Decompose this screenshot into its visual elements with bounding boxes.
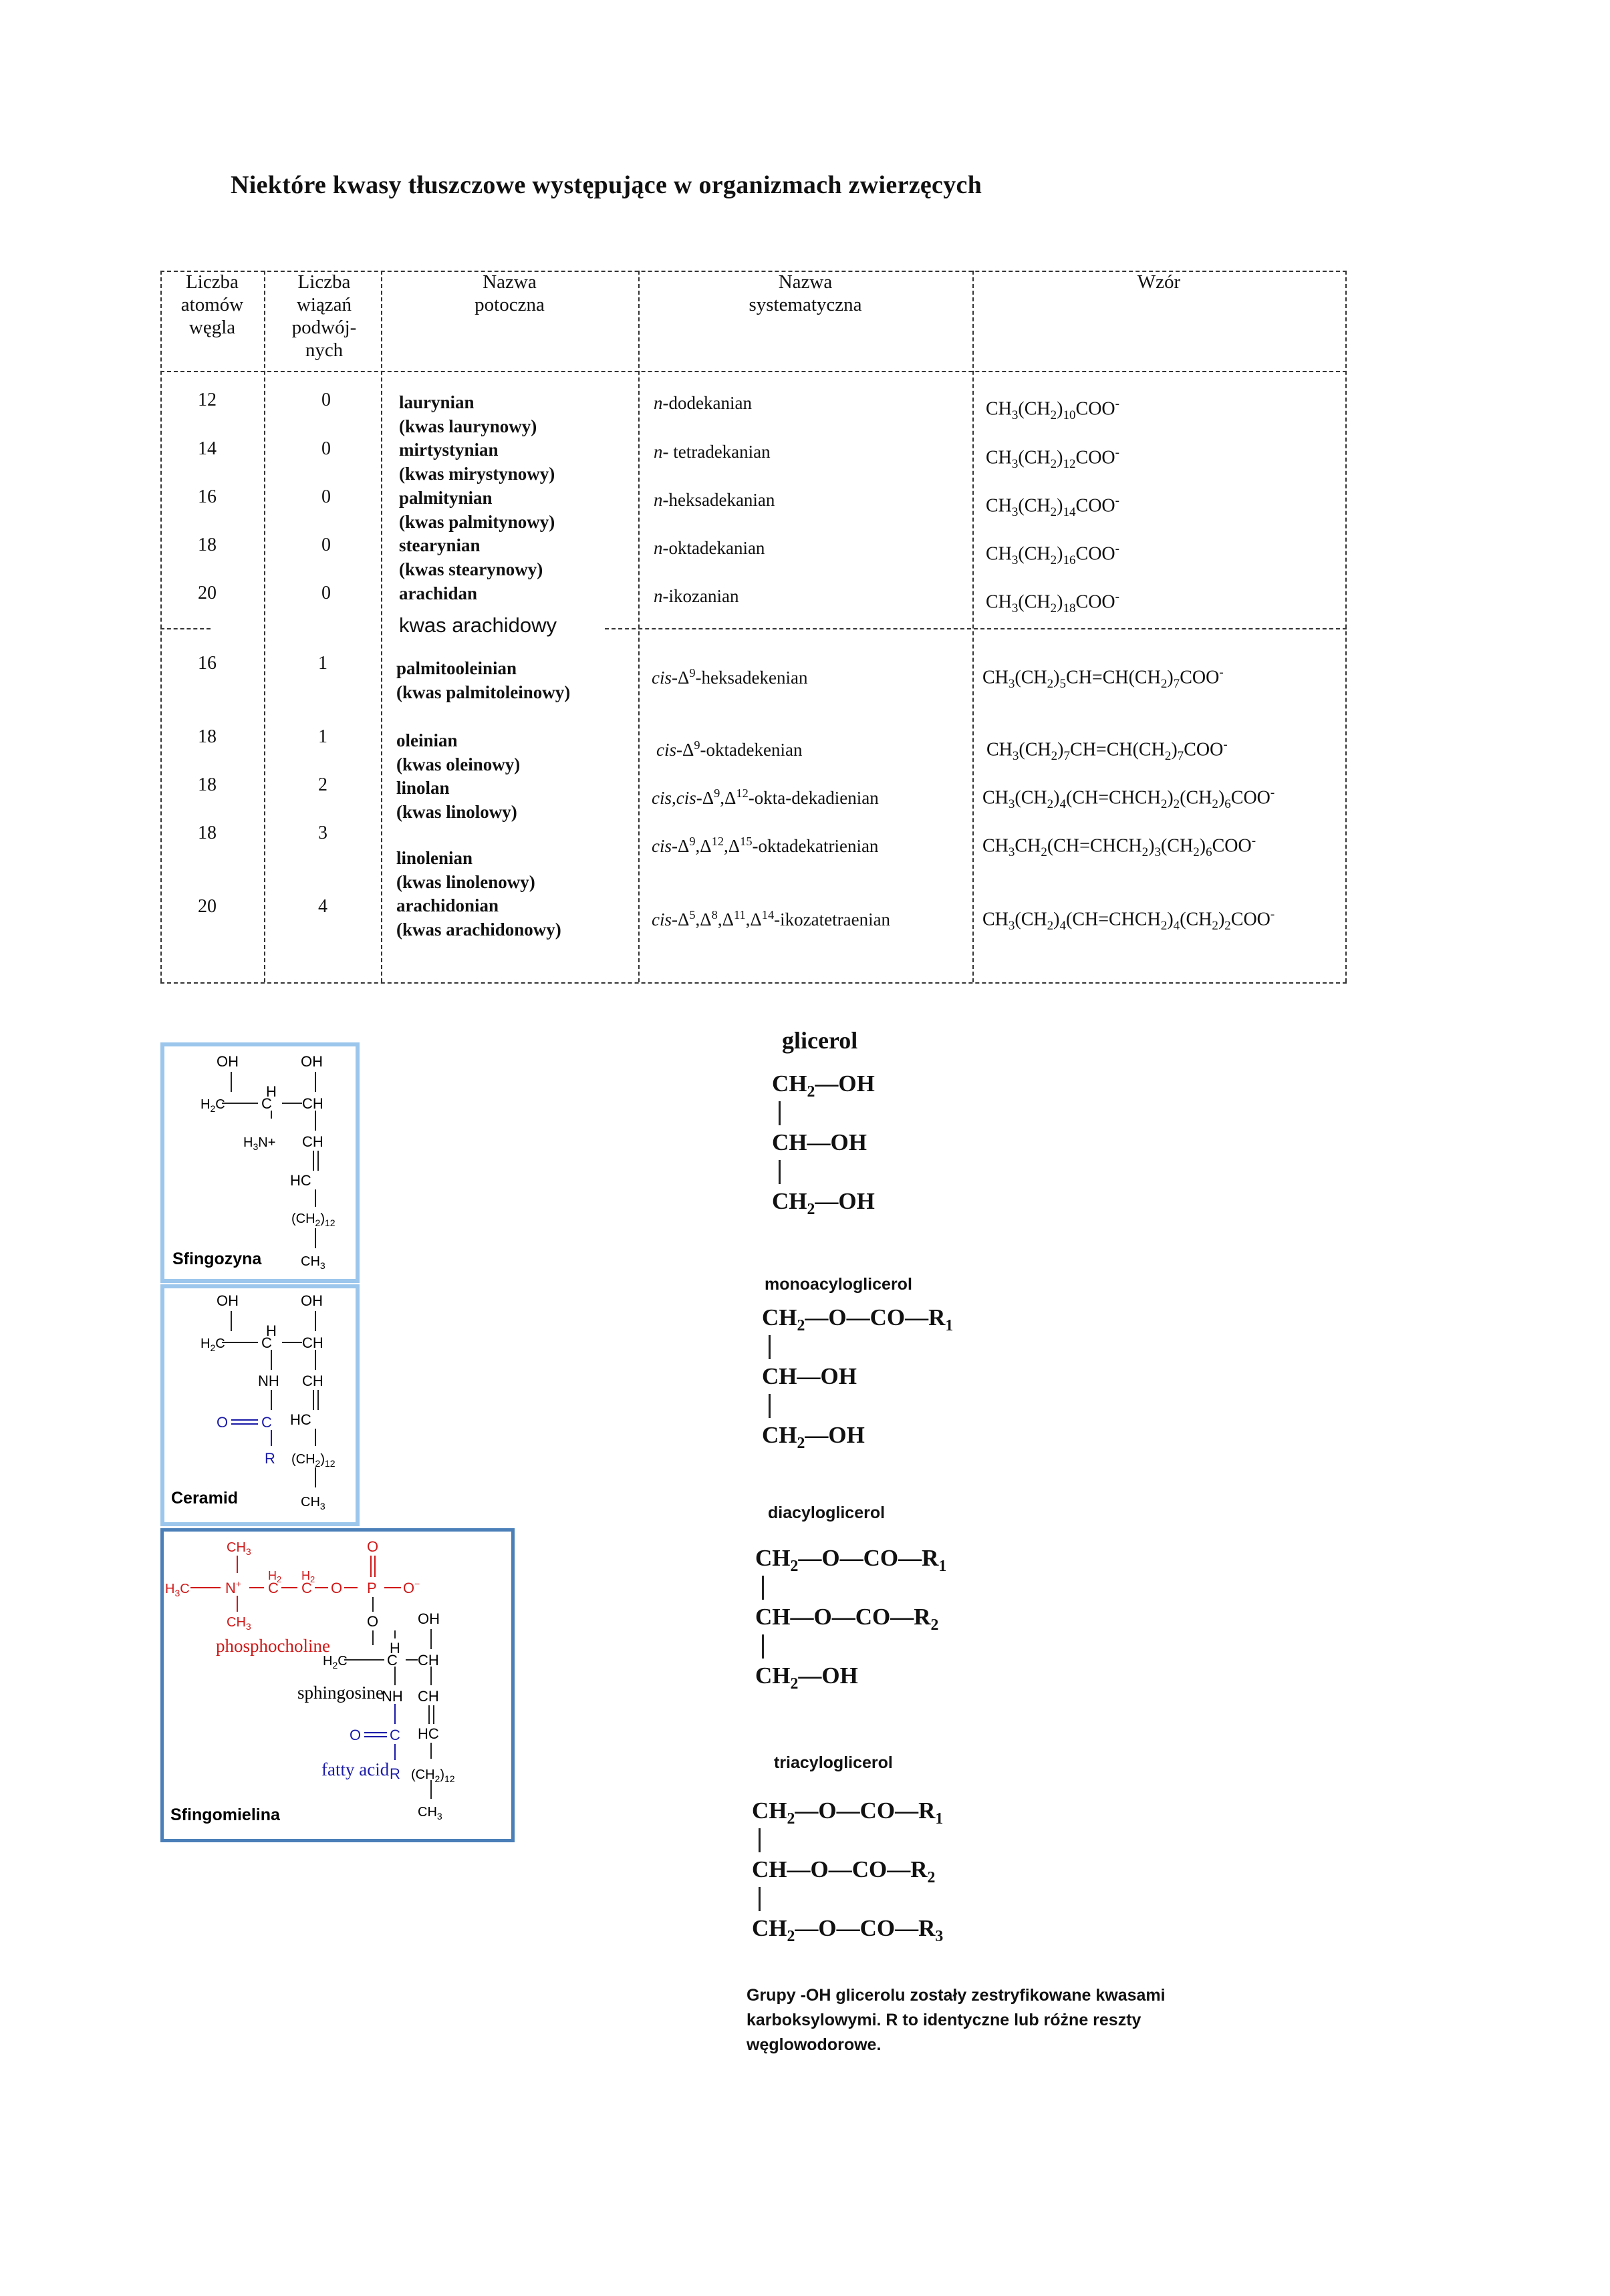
bond-line — [779, 1101, 781, 1125]
atom-label: OH — [418, 1610, 440, 1627]
cell-double-bonds: 2 — [318, 774, 327, 795]
cell-formula: $CH_3(CH_2)_{18}COO^-$ — [986, 590, 1119, 615]
cell-systematic: $cis,cis-\Delta^9,\Delta^{12}-okta$-dekadienian — [652, 786, 879, 808]
atom-label: $(CH_2)_{12}$ — [291, 1211, 336, 1228]
bond-line — [759, 1887, 761, 1911]
formula-row: $CH_2—OH$ — [772, 1070, 875, 1101]
triacylglycerol-title: triacyloglicerol — [774, 1753, 893, 1772]
cell-double-bonds: 0 — [321, 438, 331, 459]
cell-double-bonds: 0 — [321, 583, 331, 603]
atom-label: CH — [302, 1133, 323, 1150]
cell-carbons: 20 — [198, 896, 217, 917]
ceramide-diagram — [164, 1288, 356, 1522]
phosphocholine-annotation: phosphocholine — [216, 1636, 330, 1656]
atom-label: C — [261, 1414, 272, 1431]
atom-label: $CH_3$ — [418, 1805, 442, 1822]
atom-label: $(CH_2)_{12}$ — [411, 1767, 455, 1784]
cell-systematic: n- tetradekanian — [654, 442, 771, 462]
formula-row: $CH_2—OH$ — [772, 1188, 875, 1218]
cell-carbons: 20 — [198, 583, 217, 603]
formula-row: CH—OH — [762, 1363, 857, 1389]
table-border-right — [1345, 271, 1347, 982]
handwritten-overlay-note: kwas arachidowy — [396, 613, 559, 637]
cell-double-bonds: 3 — [318, 823, 327, 843]
atom-label: $(CH_2)_{12}$ — [291, 1452, 336, 1469]
header-formula: Wzór — [1137, 271, 1181, 293]
cell-formula: $CH_3(CH_2)_{10}COO^-$ — [986, 397, 1119, 422]
atom-label: OH — [301, 1292, 323, 1309]
atom-label: $CH_3$ — [301, 1495, 325, 1512]
cell-double-bonds: 4 — [318, 896, 327, 917]
atom-label: C — [387, 1652, 398, 1669]
cell-formula: $CH_3(CH_2)_{16}COO^-$ — [986, 542, 1119, 567]
ceramide-structure — [160, 1284, 360, 1526]
formula-row: $CH_2—O—CO—R_1$ — [755, 1545, 947, 1575]
atom-label: H — [266, 1083, 277, 1100]
atom-label: O — [331, 1580, 343, 1596]
atom-label: CH — [418, 1652, 439, 1669]
cell-double-bonds: 0 — [321, 535, 331, 555]
cell-systematic: cis-$\Delta^9$-oktadekenian — [656, 738, 803, 760]
cell-common-names: palmitooleinian (kwas palmitoleinowy) — [396, 658, 571, 702]
atom-label: R — [265, 1450, 275, 1467]
atom-label: CH — [302, 1373, 323, 1389]
formula-row: $CH_2—O—CO—R_1$ — [752, 1798, 944, 1828]
atom-label: $H_2$ — [301, 1569, 315, 1584]
cell-formula: $CH_3(CH_2)_{12}COO^-$ — [986, 446, 1119, 471]
atom-label: OH — [217, 1053, 239, 1070]
monoacylglycerol-title: monoacyloglicerol — [765, 1275, 912, 1294]
formula-row: $CH—O—CO—R_2$ — [752, 1856, 936, 1886]
fatty-acid-table — [160, 271, 1347, 982]
sphingomyelin-diagram — [164, 1532, 511, 1839]
formula-row: $CH_2—O—CO—R_1$ — [762, 1304, 954, 1334]
cell-carbons: 18 — [198, 535, 217, 555]
cell-double-bonds: 0 — [321, 486, 331, 507]
cell-common-names: oleinian (kwas oleinowy) linolan (kwas linolowy) — [396, 730, 521, 823]
atom-label: O — [367, 1613, 379, 1630]
header-common-name: Nazwa potoczna — [475, 271, 545, 315]
cell-carbons: 18 — [198, 726, 217, 747]
atom-label: $H_3N+$ — [243, 1135, 276, 1152]
cell-carbons: 18 — [198, 774, 217, 795]
atom-label: O — [350, 1727, 362, 1743]
atom-label: C — [261, 1334, 272, 1351]
header-double-bonds: Liczba wiązań podwój- nych — [291, 271, 357, 361]
atom-label: CH — [302, 1095, 323, 1112]
cell-double-bonds: 0 — [321, 390, 331, 410]
cell-formula: $CH_3(CH_2)_5CH=CH(CH_2)_7COO^-$ — [982, 666, 1224, 691]
formula-row: $CH—O—CO—R_2$ — [755, 1604, 939, 1634]
sphingomyelin-structure — [160, 1528, 515, 1842]
atom-label: HC — [290, 1411, 311, 1428]
formula-row: CH—OH — [772, 1129, 867, 1155]
atom-label: H — [266, 1322, 277, 1339]
formula-row: $CH_2—O—CO—R_3$ — [752, 1915, 944, 1945]
structure-label: Sfingozyna — [172, 1250, 262, 1268]
cell-systematic: n-heksadekanian — [654, 490, 775, 510]
atom-label: C — [268, 1580, 279, 1596]
atom-label: $H_3C$ — [165, 1582, 190, 1598]
formula-row: $CH_2—OH$ — [762, 1422, 865, 1452]
cell-carbons: 16 — [198, 653, 217, 674]
cell-formula: $CH_3(CH_2)_7CH=CH(CH_2)_7COO^-$ — [986, 738, 1228, 763]
atom-label: $H_2C$ — [323, 1654, 348, 1671]
atom-label: $CH_3$ — [227, 1615, 251, 1632]
table-header-divider — [160, 371, 1347, 372]
cell-common-names: linolenian (kwas linolenowy) arachidonian (kwas arachidonowy) — [396, 848, 561, 940]
cell-carbons: 16 — [198, 486, 217, 507]
atom-label: HC — [290, 1172, 311, 1189]
formula-row: $CH_2—OH$ — [755, 1663, 858, 1693]
structure-label: Ceramid — [171, 1489, 239, 1508]
bond-line — [769, 1394, 771, 1418]
table-border-bottom — [160, 982, 1347, 984]
table-section-divider-left — [160, 628, 211, 629]
atom-label: NH — [382, 1688, 403, 1705]
cell-carbons: 18 — [198, 823, 217, 843]
cell-formula: $CH_3(CH_2)_4(CH=CHCH_2)_4(CH_2)_2COO^-$ — [982, 907, 1275, 933]
cell-double-bonds: 1 — [318, 726, 327, 747]
cell-systematic: n-dodekanian — [654, 393, 752, 413]
header-systematic-name: Nazwa systematyczna — [749, 271, 862, 315]
atom-label: OH — [217, 1292, 239, 1309]
cell-systematic: n-ikozanian — [654, 586, 739, 606]
cell-carbons: 14 — [198, 438, 217, 459]
table-col-divider-2 — [381, 271, 382, 982]
glycerol-ester-note: Grupy -OH glicerolu zostały zestryfikowane kwasami karboksylowymi. R to identyczne lub różne reszty węglowodorowe. — [747, 1986, 1166, 2054]
cell-systematic: n-oktadekanian — [654, 538, 765, 558]
cell-formula: $CH_3(CH_2)_{14}COO^-$ — [986, 494, 1119, 519]
atom-label: N+ — [225, 1578, 242, 1596]
atom-label: R — [390, 1765, 400, 1782]
header-carbon-count: Liczba atomów węgla — [180, 271, 244, 338]
bond-line — [762, 1634, 764, 1659]
page-title: Niektóre kwasy tłuszczowe występujące w organizmach zwierzęcych — [231, 171, 982, 199]
atom-label: NH — [258, 1373, 279, 1389]
cell-systematic: cis-$\Delta^9,\Delta^{12},\Delta^{15}$-oktadekatrienian — [652, 835, 879, 856]
bond-line — [779, 1160, 781, 1184]
cell-common-names: laurynian (kwas laurynowy) mirtystynian (kwas mirystynowy) palmitynian (kwas palmitynowy) stearynian (kwas stearynowy) arachidan — [399, 392, 555, 603]
bond-line — [759, 1828, 761, 1852]
atom-label: P — [367, 1580, 377, 1596]
atom-label: CH — [418, 1688, 439, 1705]
atom-label: $CH_3$ — [301, 1254, 325, 1271]
atom-label: O− — [403, 1578, 420, 1596]
table-col-divider-1 — [264, 271, 265, 982]
structure-label: Sfingomielina — [170, 1806, 280, 1824]
table-col-divider-4 — [972, 271, 974, 982]
fatty-acid-annotation: fatty acid — [321, 1759, 390, 1779]
atom-label: O — [217, 1414, 229, 1431]
sphingosine-structure — [160, 1042, 360, 1283]
sphingosine-annotation: sphingosine — [297, 1683, 384, 1703]
atom-label: H — [390, 1640, 400, 1657]
glycerol-title: glicerol — [782, 1027, 858, 1054]
atom-label: C — [390, 1727, 400, 1743]
atom-label: CH — [302, 1334, 323, 1351]
sphingosine-diagram — [164, 1046, 356, 1279]
atom-label: O — [367, 1538, 379, 1555]
cell-formula: $CH_3(CH_2)_4(CH=CHCH_2)_2(CH_2)_6COO^-$ — [982, 786, 1275, 811]
atom-label: C — [301, 1580, 312, 1596]
diacylglycerol-title: diacyloglicerol — [768, 1503, 886, 1522]
atom-label: $CH_3$ — [227, 1540, 251, 1557]
cell-systematic: cis-$\Delta^9$-heksadekenian — [652, 666, 808, 688]
table-section-divider-right — [605, 628, 1347, 629]
atom-label: $H_2C$ — [200, 1336, 225, 1353]
cell-formula: $CH_3CH_2(CH=CHCH_2)_3(CH_2)_6COO^-$ — [982, 834, 1256, 859]
atom-label: $H_2C$ — [200, 1097, 225, 1114]
table-col-divider-3 — [638, 271, 640, 982]
cell-double-bonds: 1 — [318, 653, 327, 674]
cell-carbons: 12 — [198, 390, 217, 410]
atom-label: OH — [301, 1053, 323, 1070]
bond-line — [762, 1576, 764, 1600]
atom-label: C — [261, 1095, 272, 1112]
table-border-left — [160, 271, 162, 982]
atom-label: $H_2$ — [268, 1569, 282, 1584]
cell-systematic: cis-$\Delta^5,\Delta^8,\Delta^{11},\Delta^{14}$-ikozatetraenian — [652, 908, 891, 929]
atom-label: HC — [418, 1725, 439, 1742]
bond-line — [769, 1335, 771, 1359]
